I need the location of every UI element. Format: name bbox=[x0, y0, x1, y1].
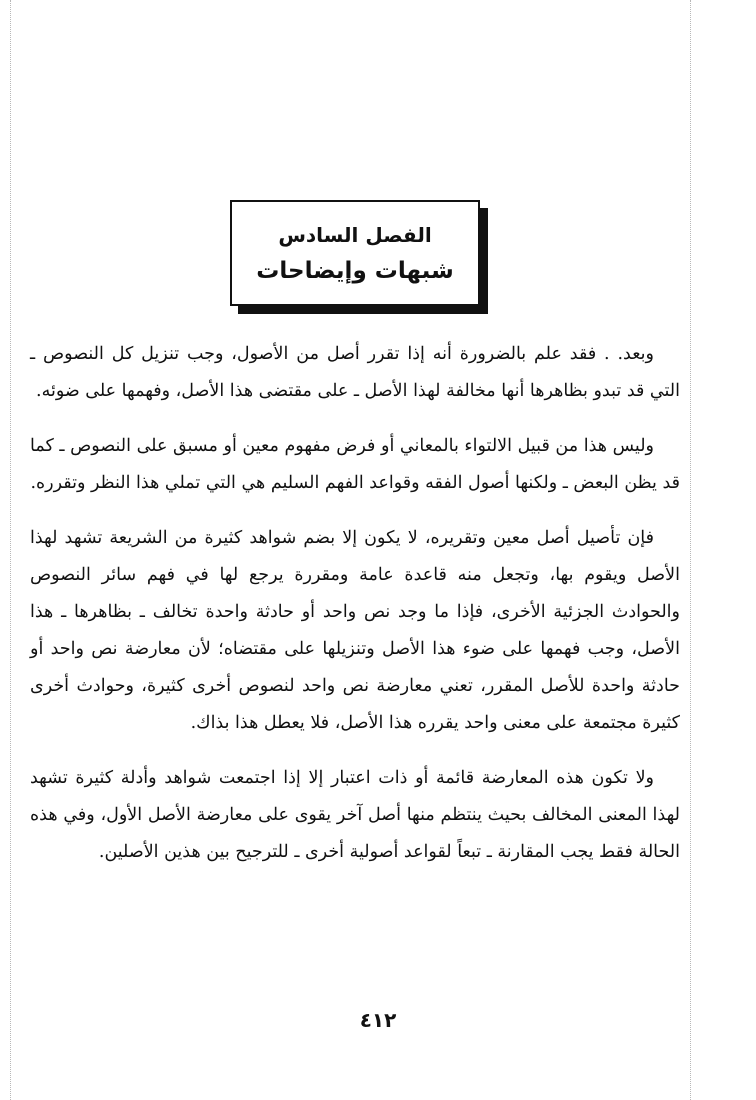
heading-box-frame bbox=[230, 200, 480, 306]
page-number: ٤١٢ bbox=[359, 1008, 397, 1032]
paragraph-2: وليس هذا من قبيل الالتواء بالمعاني أو فرض مفهوم معين أو مسبق على النصوص ـ كما قد يظن البعض ـ ولكنها أصول الفقه وقواعد الفهم السليم هي التي تملي هذا النظر وتقرره. bbox=[30, 436, 680, 493]
chapter-title: شبهات وإيضاحات bbox=[256, 258, 454, 284]
paragraph-3: فإن تأصيل أصل معين وتقريره، لا يكون إلا بضم شواهد كثيرة من الشريعة تشهد لهذا الأصل ويقوم بها، وتجعل منه قاعدة عامة ومقررة يرجع لها في فهم سائر النصوص والحوادث الجزئية الأخرى، فإذا ما وجد نص واحد أو حادثة واحدة تخالف ـ بظاهرها ـ هذا الأصل، وجب فهمها على ضوء هذا الأصل وتنزيلها على مقتضاه؛ لأن معارضة نص واحد أو حادثة واحدة للأصل المقرر، تعني معارضة نص واحد لنصوص أخرى كثيرة، وحوادث أخرى كثيرة مجتمعة على معنى واحد يقرره هذا الأصل، فلا يعطل هذا بذاك. bbox=[30, 528, 680, 733]
page-edge-left bbox=[10, 0, 11, 1100]
body-text bbox=[30, 336, 680, 889]
chapter-heading-box bbox=[230, 200, 480, 306]
page-edge-right bbox=[690, 0, 691, 1100]
paragraph-1: وبعد. . فقد علم بالضرورة أنه إذا تقرر أصل من الأصول، وجب تنزيل كل النصوص ـ التي قد تبدو بظاهرها أنها مخالفة لهذا الأصل ـ على مقتضى هذا الأصل، وفهمها على ضوئه. bbox=[30, 344, 680, 401]
paragraph-4: ولا تكون هذه المعارضة قائمة أو ذات اعتبار إلا إذا اجتمعت شواهد وأدلة كثيرة تشهد لهذا المعنى المخالف بحيث ينتظم منها أصل آخر يقوى على معارضة الأصل الأول، وفي هذه الحالة فقط يجب المقارنة ـ تبعاً لقواعد أصولية أخرى ـ للترجيح بين هذين الأصلين. bbox=[30, 768, 680, 862]
chapter-label: الفصل السادس bbox=[278, 223, 432, 247]
